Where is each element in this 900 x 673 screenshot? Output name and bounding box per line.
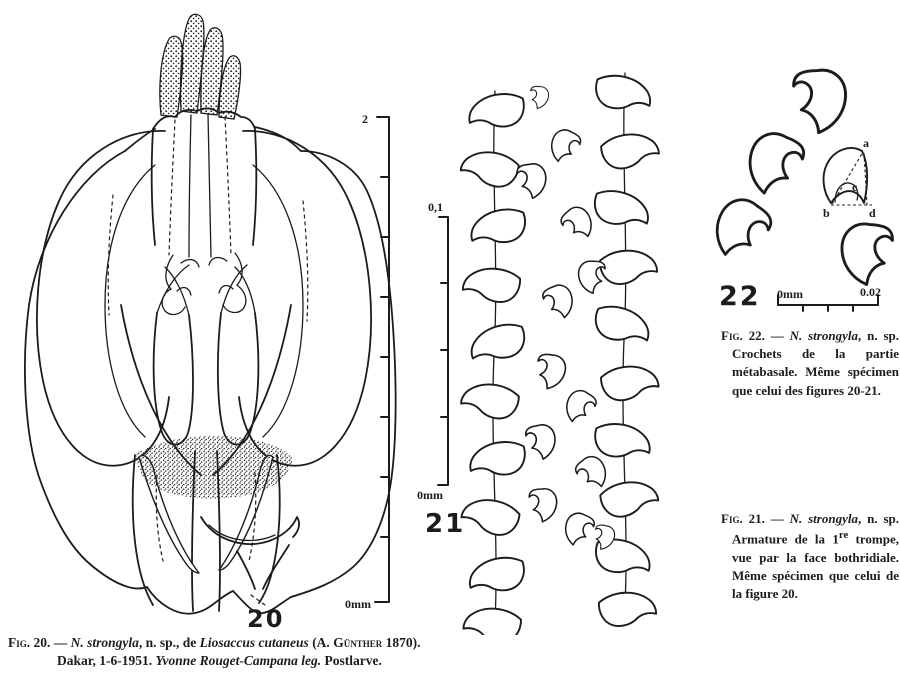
fig22-caption-species: N. strongyla xyxy=(789,328,858,343)
hook-point-c-label: c xyxy=(852,180,858,194)
fig22-caption-text: , n. sp. Crochets de la partie métabasale. Même spécimen que celui des figures 20-21. xyxy=(732,328,899,398)
fig20-caption-line2 xyxy=(8,652,478,670)
retractor-curls xyxy=(162,253,246,314)
fig22-scale-right-label: 0.02 xyxy=(860,285,881,299)
fig22-drawing xyxy=(715,55,900,315)
fig22-scale-bar xyxy=(777,285,881,311)
fig22-number: 22 xyxy=(719,281,761,312)
fig20-caption-stage: Postlarve. xyxy=(321,653,382,669)
fig21-scale-bottom-label: 0mm xyxy=(417,488,443,502)
fig21-scale-bar xyxy=(417,200,448,502)
fig22-caption-label: Fig. 22. — xyxy=(721,328,790,343)
fig20-scale-bottom-label: 0mm xyxy=(345,597,371,611)
tentacles-stippled xyxy=(160,14,241,119)
fig20-caption-label: Fig. 20. — xyxy=(8,635,71,650)
fig21-caption-text1: , n. sp. Armature de la 1 xyxy=(732,511,899,547)
metabasal-hooks xyxy=(715,64,900,287)
fig20-caption-text2: (A. xyxy=(308,635,334,650)
fig20-scale-bar xyxy=(345,112,389,611)
fig20-caption-line1 xyxy=(8,635,420,650)
fig21-caption-label: Fig. 21. — xyxy=(721,511,790,526)
fig20-caption-author: Günther xyxy=(333,635,383,650)
fig20-caption-host: Liosaccus cutaneus xyxy=(199,635,309,650)
hook-point-d-label: d xyxy=(869,206,876,220)
fig21-caption-text2: trompe, vue par la face bothridiale. Même spécimen que celui de la figure 20. xyxy=(732,531,899,602)
fig20-caption-collector: Yvonne Rouget-Campana leg. xyxy=(155,653,322,669)
fig22-scale-left-label: 0mm xyxy=(777,287,803,301)
fig20-caption xyxy=(8,634,478,670)
fig20-caption-text3: 1870). xyxy=(382,635,421,650)
stippled-band xyxy=(137,436,293,499)
fig21-scale-top-label: 0,1 xyxy=(428,200,443,214)
measured-hook xyxy=(823,136,876,220)
fig20-drawing xyxy=(5,5,405,635)
fig20-caption-species: N. strongyla xyxy=(70,635,139,650)
hook-point-b-label: b xyxy=(823,206,830,220)
fig21-number: 21 xyxy=(425,509,466,539)
bottom-crescent xyxy=(201,517,299,605)
fig21-caption-sup: re xyxy=(838,529,849,542)
fig20-caption-locality: Dakar, 1-6-1951. xyxy=(57,653,156,669)
fig20-scale-top-label: 2 xyxy=(362,112,368,126)
fig21-caption-species: N. strongyla xyxy=(789,511,858,526)
fig22-caption xyxy=(721,327,899,400)
hook-point-a-label: a xyxy=(863,136,869,150)
fig21-drawing xyxy=(415,55,715,635)
fig20-caption-text1: , n. sp., de xyxy=(138,635,200,650)
fig20-number: 20 xyxy=(247,605,285,633)
scolex-neck xyxy=(152,108,257,257)
fig21-caption xyxy=(721,510,899,603)
